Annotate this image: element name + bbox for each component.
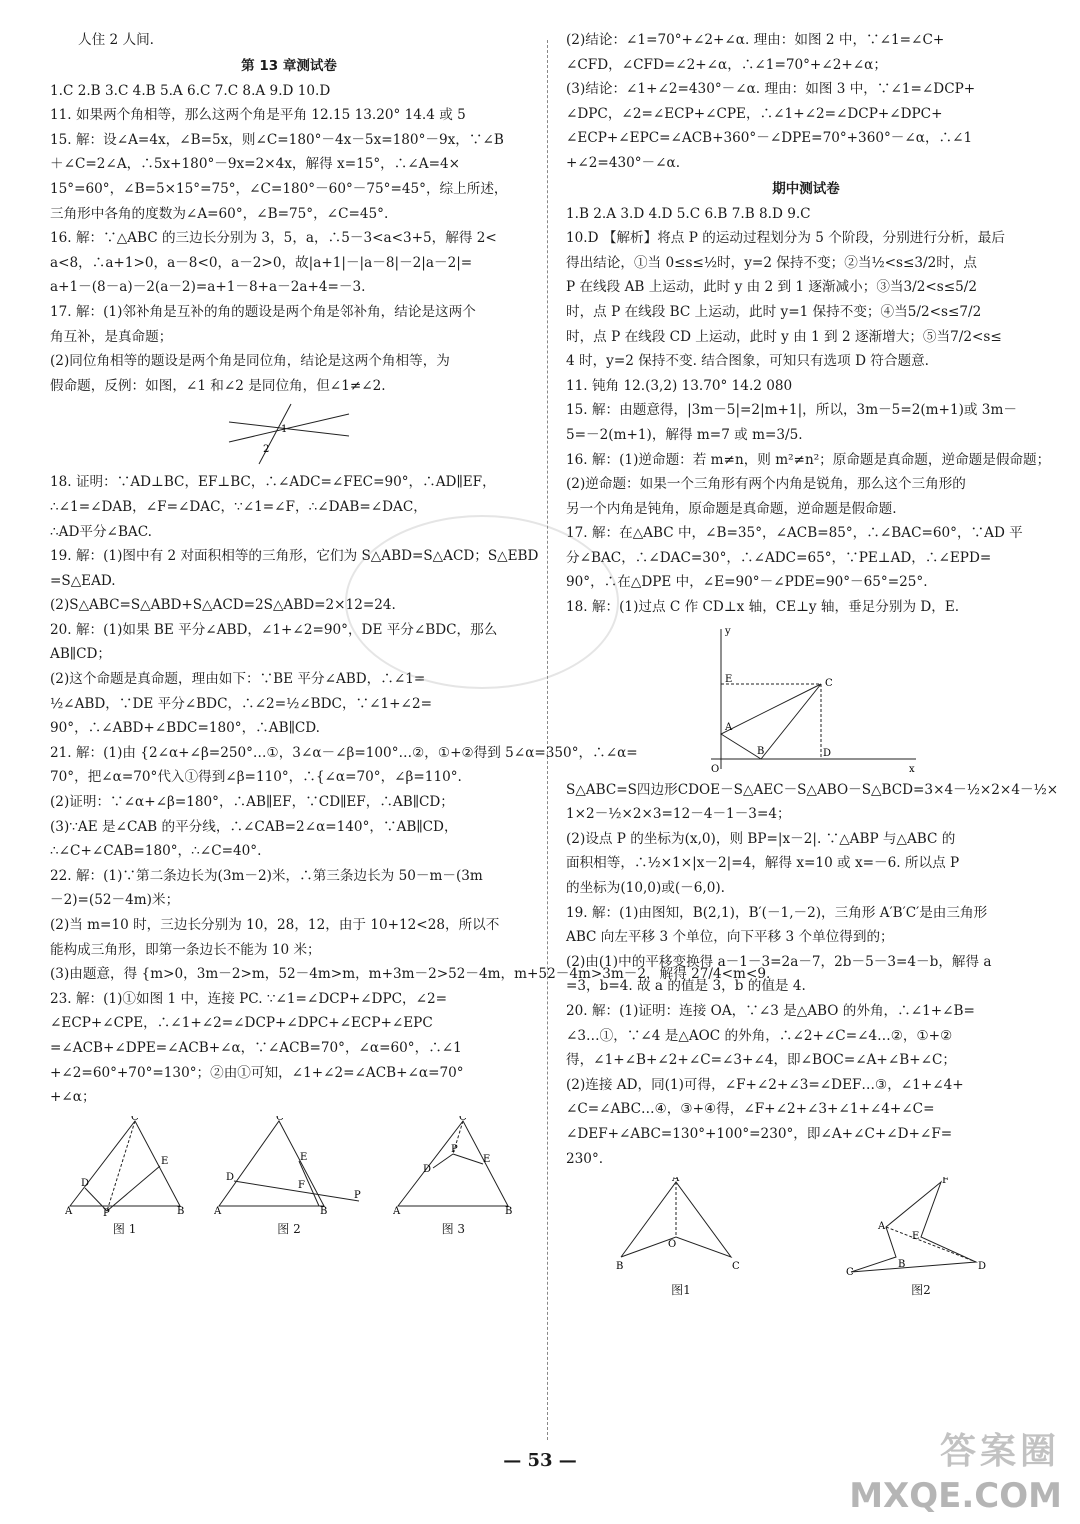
svg-text:P: P	[353, 1189, 361, 1201]
left-answer-line: 15°=60°，∠B=5×15°=75°，∠C=180°－60°－75°=45°，综上所述，	[50, 180, 508, 197]
left-answer-line: 17. 解：(1)邻补角是互补的角的题设是两个角是邻补角，结论是这两个	[50, 303, 476, 320]
left-answer-line: AB∥CD；	[50, 646, 111, 663]
left-answer-line: 11. 如果两个角相等，那么这两个角是平角 12.15 13.20° 14.4 或 5	[50, 107, 466, 124]
left-answer-line: +∠α；	[50, 1089, 96, 1106]
left-answer-line: －2)=(52－4m)米；	[50, 892, 180, 909]
left-answer-line: (2)当 m=10 时，三边长分别为 10，28，12，由于 10+12<28，所以不	[50, 917, 500, 933]
left-answer-line: 70°，把∠α=70°代入①得到∠β=110°，∴{∠α=70°，∠β=110°.	[50, 769, 462, 786]
right-answer-line: 18. 解：(1)过点 C 作 CD⊥x 轴，CE⊥y 轴，垂足分别为 D，E.	[566, 599, 960, 616]
svg-text:B: B	[319, 1205, 328, 1216]
svg-text:E: E	[160, 1155, 168, 1167]
left-answer-line: 16. 解：∵△ABC 的三边长分别为 3，5，a，∴5－3<a<3+5，解得 2<	[50, 230, 497, 247]
right-answer-line: 4 时，y=2 保持不变. 结合图象，可知只有选项 D 符合题意.	[566, 353, 929, 370]
right-answer-line: 16. 解：(1)逆命题：若 m≠n，则 m²≠n²；原命题是真命题，逆命题是假命题；	[566, 451, 1051, 468]
intro-text: 人住 2 人间.	[78, 32, 154, 48]
left-answer-line: 15. 解：设∠A=4x，∠B=5x，则∠C=180°－4x－5x=180°－9x，∵∠B	[50, 131, 504, 148]
svg-text:D: D	[978, 1261, 987, 1273]
right-answer-line: 17. 解：在△ABC 中，∠B=35°，∠ACB=85°，∴∠BAC=60°，∵AD 平	[566, 525, 1023, 542]
svg-text:E: E	[483, 1153, 491, 1165]
left-answer-line: 21. 解：(1)由 {2∠α+∠β=250°…①，3∠α－∠β=100°…②，①+②得到 5∠α=350°，∴∠α=	[50, 744, 638, 761]
figure-3-caption: 图 3	[441, 1221, 466, 1236]
right-figures-row	[566, 1177, 1046, 1298]
left-figures-row	[50, 1116, 528, 1237]
figure-2-caption: 图 2	[277, 1221, 301, 1236]
right-answer-line: (2)逆命题：如果一个三角形有两个内角是锐角，那么这个三角形的	[566, 476, 966, 493]
right-answer-line: 90°，∴在△DPE 中，∠E=90°－∠PDE=90°－65°=25°.	[566, 574, 928, 591]
left-answer-line: 19. 解：(1)图中有 2 对面积相等的三角形，它们为 S△ABD=S△ACD；S△EBD	[50, 548, 539, 565]
right-answer-line: +∠2=430°－∠α.	[566, 154, 681, 171]
right-answer-line: 11. 钝角 12.(3,2) 13.70° 14.2 080	[566, 377, 793, 394]
right-column	[566, 28, 1059, 1298]
right-answer-line: ∠C=∠ABC…④，③+④得，∠F+∠2+∠3+∠1+∠4+∠C=	[566, 1101, 935, 1118]
watermark-logo: 答案圈	[939, 1431, 1060, 1472]
right-answer-line: (2)由(1)中的平移变换得 a－1－3=2a－7，2b－5－3=4－b，解得 a	[566, 953, 992, 970]
right-answer-line: 分∠BAC，∴∠DAC=30°，∴∠ADC=65°，∵PE⊥AD，∴∠EPD=	[566, 549, 992, 566]
svg-text:E: E	[299, 1151, 308, 1163]
left-answer-line: (2)S△ABC=S△ABD+S△ACD=2S△ABD=2×12=24.	[50, 597, 396, 614]
left-answer-line: 20. 解：(1)如果 BE 平分∠ABD，∠1+∠2=90°，DE 平分∠BDC，那么	[50, 621, 498, 638]
midterm-figure-1	[616, 1177, 746, 1298]
right-answer-line: 20. 解：(1)证明：连接 OA，∵∠3 是△ABO 的外角，∴∠1+∠B=	[566, 1003, 975, 1019]
left-answer-line: 能构成三角形，即第一条边长不能为 10 米；	[50, 941, 321, 958]
right-answers-block-3	[566, 778, 1059, 1172]
right-answer-line: 15. 解：由题意得，|3m－5|=2|m+1|，所以，3m－5=2(m+1)或 3m－	[566, 402, 1017, 419]
right-answer-line: 时，点 P 在线段 BC 上运动，此时 y=1 保持不变；④当5/2<s≤7/2	[566, 303, 982, 320]
right-answer-line: 10.D 【解析】将点 P 的运动过程划分为 5 个阶段，分别进行分析，最后	[566, 230, 1005, 247]
right-answer-line: 230°.	[566, 1150, 604, 1167]
svg-text:y: y	[725, 625, 731, 637]
left-answer-line: =S△EAD.	[50, 572, 116, 589]
right-answer-line: P 在线段 AB 上运动，此时 y 由 2 到 1 逐渐减小；③当3/2<s≤5/2	[566, 279, 978, 296]
section-title-midterm: 期中测试卷	[772, 180, 840, 197]
left-answer-line: 假命题，反例：如图，∠1 和∠2 是同位角，但∠1≠∠2.	[50, 377, 386, 394]
left-answer-line: (2)这个命题是真命题，理由如下：∵BE 平分∠ABD，∴∠1=	[50, 671, 426, 688]
figure-3	[393, 1116, 513, 1237]
right-answers-block-2	[566, 202, 1051, 620]
left-answer-line: ∠ECP+∠CPE，∴∠1+∠2=∠DCP+∠DPC+∠ECP+∠EPC	[50, 1015, 433, 1032]
right-answer-line: 另一个内角是钝角，原命题是真命题，逆命题是假命题.	[566, 500, 897, 517]
section-title-ch13: 第 13 章测试卷	[241, 57, 337, 74]
svg-text:C: C	[846, 1267, 854, 1278]
svg-text:D: D	[823, 747, 832, 759]
svg-text:2: 2	[263, 444, 270, 456]
right-answer-line: =3，b=4. 故 a 的值是 3，b 的值是 4.	[566, 978, 806, 995]
corresponding-angles-figure	[219, 402, 359, 466]
svg-text:B: B	[898, 1259, 906, 1271]
left-answer-line: 22. 解：(1)∵第二条边长为(3m－2)米，∴第三条边长为 50－m－(3m	[50, 867, 483, 884]
right-answer-line: ∠DPC，∠2=∠ECP+∠CPE，∴∠1+∠2=∠DCP+∠DPC+	[566, 105, 943, 122]
svg-text:E: E	[912, 1231, 920, 1243]
right-answers-block-1	[566, 28, 1046, 176]
right-answer-line: ∠CFD，∠CFD=∠2+∠α，∴∠1=70°+∠2+∠α；	[566, 56, 887, 73]
coordinate-figure	[691, 624, 921, 774]
svg-text:C: C	[275, 1115, 284, 1123]
right-answer-line: 得，∠1+∠B+∠2+∠C=∠3+∠4，即∠BOC=∠A+∠B+∠C；	[566, 1052, 956, 1069]
svg-text:A: A	[213, 1205, 222, 1216]
svg-text:D: D	[423, 1163, 432, 1175]
left-answer-line: (2)证明：∵∠α+∠β=180°，∴AB∥EF，∵CD∥EF，∴AB∥CD；	[50, 794, 454, 811]
left-answer-line: 23. 解：(1)①如图 1 中，连接 PC. ∵∠1=∠DCP+∠DPC，∠2=	[50, 990, 448, 1007]
svg-text:D: D	[225, 1171, 235, 1183]
svg-text:A: A	[64, 1205, 72, 1216]
svg-text:D: D	[80, 1177, 89, 1189]
left-answer-line: ＋∠C=2∠A，∴5x+180°－9x=2×4x，解得 x=15°，∴∠A=4×	[50, 156, 460, 173]
right-answer-line: 得出结论，①当 0≤s≤½时，y=2 保持不变；②当½<s≤3/2时，点	[566, 254, 978, 271]
figure-1-caption: 图 1	[112, 1221, 137, 1236]
right-answer-line: (2)设点 P 的坐标为(x,0)，则 BP=|x－2|. ∵△ABP 与△ABC 的	[566, 830, 956, 847]
right-answer-line: ∠DEF+∠ABC=130°+100°=230°，即∠A+∠C+∠D+∠F=	[566, 1125, 953, 1142]
svg-text:A: A	[725, 721, 733, 733]
right-answer-line: 1×2－½×2×3=12－4－1－3=4；	[566, 806, 791, 823]
left-answers-block-1	[50, 79, 528, 399]
left-answer-line: +∠2=60°+70°=130°；②由①可知，∠1+∠2=∠ACB+∠α=70°	[50, 1064, 464, 1081]
svg-text:A: A	[393, 1205, 401, 1216]
figure-2	[214, 1116, 364, 1237]
midterm-figure-1-caption: 图1	[671, 1283, 691, 1298]
svg-text:C: C	[130, 1115, 139, 1123]
left-answer-line: 角互补，是真命题；	[50, 328, 173, 345]
left-answer-line: 18. 证明：∵AD⊥BC，EF⊥BC，∴∠ADC=∠FEC=90°，∴AD∥EF，	[50, 474, 496, 491]
right-answer-line: 的坐标为(10,0)或(－6,0).	[566, 880, 725, 897]
right-answer-line: ABC 向左平移 3 个单位，向下平移 3 个单位得到的；	[566, 929, 894, 946]
svg-text:F: F	[942, 1177, 949, 1187]
right-answer-line: 5=－2(m+1)，解得 m=7 或 m=3/5.	[566, 426, 803, 443]
svg-text:O: O	[711, 763, 720, 774]
midterm-figure-2	[846, 1177, 996, 1298]
left-answer-line: ∴∠C+∠CAB=180°，∴∠C=40°.	[50, 843, 262, 860]
right-answer-line: 面积相等，∴½×1×|x－2|=4，解得 x=10 或 x=－6. 所以点 P	[566, 855, 960, 872]
svg-text:E: E	[725, 673, 733, 685]
right-answer-line: ∠ECP+∠EPC=∠ACB+360°－∠DPE=70°+360°－∠α，∴∠1	[566, 130, 973, 147]
svg-text:C: C	[459, 1115, 467, 1123]
right-answer-line: (2)结论：∠1=70°+∠2+∠α. 理由：如图 2 中，∵∠1=∠C+	[566, 32, 945, 48]
left-answer-line: ∴AD平分∠BAC.	[50, 523, 152, 540]
svg-text:1: 1	[281, 424, 288, 436]
right-answer-line: (2)连接 AD，同(1)可得，∠F+∠2+∠3=∠DEF…③，∠1+∠4+	[566, 1076, 964, 1093]
svg-text:B: B	[616, 1261, 624, 1273]
svg-text:O: O	[668, 1239, 677, 1251]
right-answer-line: (3)结论：∠1+∠2=430°－∠α. 理由：如图 3 中，∵∠1=∠DCP+	[566, 81, 976, 98]
right-answer-line: ∠3…①，∵∠4 是△AOC 的外角，∴∠2+∠C=∠4…②，①+②	[566, 1027, 953, 1044]
right-answer-line: 时，点 P 在线段 CD 上运动，此时 y 由 1 到 2 逐渐增大；⑤当7/2<s≤	[566, 328, 1002, 345]
left-answer-line: (3)由题意，得 {m>0，3m－2>m，52－4m>m，m+3m－2>52－4m，m+52－4m>3m－2，解得 27/4<m<9.	[50, 966, 771, 983]
midterm-figure-2-caption: 图2	[911, 1283, 931, 1298]
svg-text:A: A	[672, 1177, 680, 1185]
left-answer-line: (3)∵AE 是∠CAB 的平分线，∴∠CAB=2∠α=140°，∵AB∥CD，	[50, 818, 458, 835]
svg-text:A: A	[878, 1221, 886, 1233]
right-answer-line: 19. 解：(1)由图知，B(2,1)，B′(－1,－2)，三角形 A′B′C′是由三角形	[566, 904, 988, 921]
left-answer-line: 三角形中各角的度数为∠A=60°，∠B=75°，∠C=45°.	[50, 205, 389, 222]
left-answer-line: ∴∠1=∠DAB，∠F=∠DAC，∵∠1=∠F，∴∠DAB=∠DAC，	[50, 498, 427, 515]
svg-text:F: F	[297, 1179, 305, 1191]
watermark-url: MXQE.COM	[849, 1476, 1062, 1516]
svg-text:x: x	[909, 763, 915, 774]
page-number: — 53 —	[503, 1450, 577, 1471]
column-divider	[547, 40, 548, 1440]
svg-text:P: P	[102, 1207, 110, 1216]
right-answer-line: S△ABC=S四边形CDOE－S△AEC－S△ABO－S△BCD=3×4－½×2×4－½×	[566, 781, 1059, 798]
svg-text:P: P	[451, 1143, 459, 1155]
left-answer-line: =∠ACB+∠DPE=∠ACB+∠α，∵∠ACB=70°，∠α=60°，∴∠1	[50, 1039, 462, 1056]
left-answer-line: a+1－(8－a)－2(a－2)=a+1－8+a－2a+4=－3.	[50, 279, 366, 296]
left-answer-line: 1.C 2.B 3.C 4.B 5.A 6.C 7.C 8.A 9.D 10.D	[50, 82, 331, 99]
left-answer-line: 90°，∴∠ABD+∠BDC=180°，∴AB∥CD.	[50, 720, 320, 737]
left-answer-line: ½∠ABD，∵DE 平分∠BDC，∴∠2=½∠BDC，∵∠1+∠2=	[50, 695, 432, 712]
svg-text:B: B	[757, 745, 765, 757]
svg-text:C: C	[825, 677, 833, 689]
left-answer-line: a<8，∴a+1>0，a－8<0，a－2>0，故|a+1|－|a－8|－2|a－2|=	[50, 254, 473, 271]
svg-text:B: B	[505, 1205, 513, 1216]
right-answer-line: 1.B 2.A 3.D 4.D 5.C 6.B 7.B 8.D 9.C	[566, 205, 811, 222]
svg-text:C: C	[732, 1261, 740, 1273]
svg-text:B: B	[176, 1205, 185, 1216]
left-answer-line: (2)同位角相等的题设是两个角是同位角，结论是这两个角相等，为	[50, 353, 450, 370]
figure-1	[65, 1116, 185, 1237]
